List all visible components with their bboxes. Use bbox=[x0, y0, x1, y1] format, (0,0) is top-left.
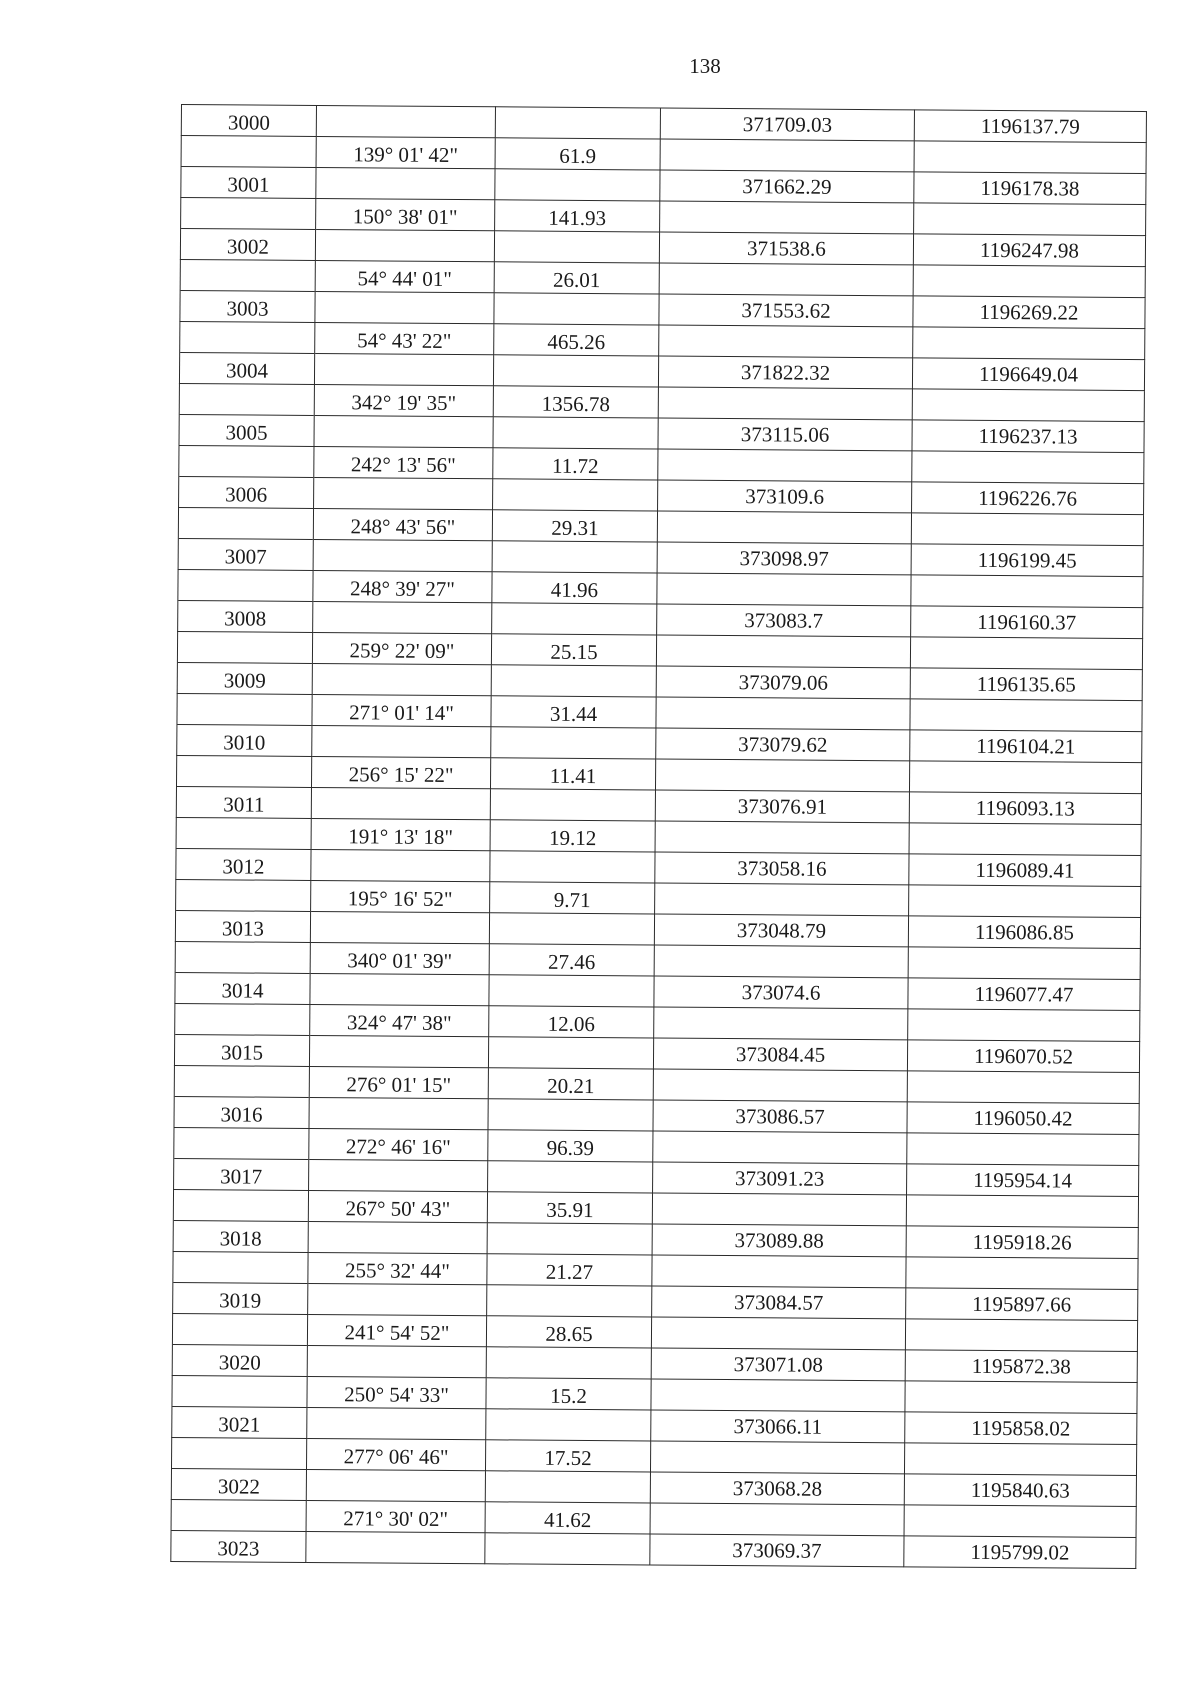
easting: 1196050.42 bbox=[907, 1102, 1139, 1135]
northing-cell-empty bbox=[656, 635, 910, 668]
easting: 1195897.66 bbox=[906, 1288, 1138, 1321]
point-number: 3015 bbox=[174, 1034, 309, 1066]
bearing: 340° 01' 39" bbox=[310, 942, 489, 974]
easting: 1195872.38 bbox=[905, 1350, 1137, 1383]
easting-cell-empty bbox=[907, 1133, 1139, 1166]
northing: 373069.37 bbox=[650, 1534, 904, 1567]
easting-cell-empty bbox=[905, 1381, 1137, 1414]
bearing: 248° 43' 56" bbox=[313, 508, 492, 540]
easting: 1196070.52 bbox=[907, 1040, 1139, 1073]
distance-cell-empty bbox=[488, 1099, 653, 1131]
distance: 27.46 bbox=[489, 944, 654, 976]
point-number: 3022 bbox=[171, 1468, 306, 1500]
point-cell-empty bbox=[180, 259, 315, 291]
bearing: 324° 47' 38" bbox=[310, 1004, 489, 1036]
bearing-cell-empty bbox=[311, 849, 490, 881]
point-cell-empty bbox=[177, 693, 312, 725]
bearing-cell-empty bbox=[308, 1221, 487, 1253]
point-number: 3004 bbox=[179, 352, 314, 384]
easting-cell-empty bbox=[914, 141, 1146, 174]
bearing-cell-empty bbox=[306, 1469, 485, 1501]
distance: 12.06 bbox=[489, 1006, 654, 1038]
distance-cell-empty bbox=[490, 851, 655, 883]
easting-cell-empty bbox=[910, 637, 1142, 670]
bearing: 139° 01' 42" bbox=[316, 136, 495, 168]
northing: 373058.16 bbox=[655, 852, 909, 885]
northing: 373071.08 bbox=[651, 1348, 905, 1381]
distance: 1356.78 bbox=[493, 386, 658, 418]
point-cell-empty bbox=[180, 321, 315, 353]
easting: 1195858.02 bbox=[905, 1412, 1137, 1445]
bearing: 150° 38' 01" bbox=[316, 198, 495, 230]
distance-cell-empty bbox=[494, 231, 659, 263]
point-number: 3000 bbox=[181, 105, 316, 137]
northing-cell-empty bbox=[654, 1007, 908, 1040]
easting-cell-empty bbox=[912, 451, 1144, 484]
point-cell-empty bbox=[181, 198, 316, 230]
distance-cell-empty bbox=[495, 107, 660, 139]
point-number: 3001 bbox=[181, 167, 316, 199]
bearing: 271° 30' 02" bbox=[306, 1500, 485, 1532]
distance-cell-empty bbox=[493, 355, 658, 387]
easting-cell-empty bbox=[904, 1443, 1136, 1476]
point-number: 3005 bbox=[179, 414, 314, 446]
distance-cell-empty bbox=[488, 1037, 653, 1069]
point-cell-empty bbox=[178, 569, 313, 601]
easting: 1196137.79 bbox=[914, 110, 1146, 143]
northing: 371553.62 bbox=[659, 294, 913, 327]
northing-cell-empty bbox=[651, 1317, 905, 1350]
distance-cell-empty bbox=[487, 1223, 652, 1255]
bearing: 255° 32' 44" bbox=[308, 1252, 487, 1284]
distance: 29.31 bbox=[492, 510, 657, 542]
northing: 373074.6 bbox=[654, 976, 908, 1009]
easting: 1196104.21 bbox=[910, 730, 1142, 763]
distance-cell-empty bbox=[493, 417, 658, 449]
bearing-cell-empty bbox=[315, 291, 494, 323]
bearing-cell-empty bbox=[307, 1345, 486, 1377]
bearing-cell-empty bbox=[314, 415, 493, 447]
distance: 9.71 bbox=[490, 882, 655, 914]
northing: 371662.29 bbox=[660, 170, 914, 203]
bearing: 276° 01' 15" bbox=[309, 1066, 488, 1098]
distance: 19.12 bbox=[490, 820, 655, 852]
northing: 373098.97 bbox=[657, 542, 911, 575]
bearing-cell-empty bbox=[309, 1035, 488, 1067]
easting: 1195840.63 bbox=[904, 1474, 1136, 1507]
distance: 465.26 bbox=[494, 324, 659, 356]
easting-cell-empty bbox=[908, 947, 1140, 980]
bearing: 277° 06' 46" bbox=[306, 1438, 485, 1470]
bearing: 256° 15' 22" bbox=[311, 756, 490, 788]
northing: 373084.45 bbox=[653, 1038, 907, 1071]
distance-cell-empty bbox=[492, 541, 657, 573]
easting: 1196086.85 bbox=[908, 916, 1140, 949]
distance-cell-empty bbox=[492, 603, 657, 635]
point-number: 3013 bbox=[175, 910, 310, 942]
northing-cell-empty bbox=[651, 1379, 905, 1412]
point-number: 3010 bbox=[177, 724, 312, 756]
distance-cell-empty bbox=[488, 1161, 653, 1193]
northing-cell-empty bbox=[655, 759, 909, 792]
distance: 17.52 bbox=[485, 1440, 650, 1472]
bearing-cell-empty bbox=[316, 167, 495, 199]
bearing-cell-empty bbox=[310, 973, 489, 1005]
distance: 41.96 bbox=[492, 572, 657, 604]
northing: 373079.06 bbox=[656, 666, 910, 699]
distance-cell-empty bbox=[490, 789, 655, 821]
point-cell-empty bbox=[174, 1065, 309, 1097]
bearing: 242° 13' 56" bbox=[314, 446, 493, 478]
bearing: 272° 46' 16" bbox=[309, 1128, 488, 1160]
easting: 1196077.47 bbox=[908, 978, 1140, 1011]
distance-cell-empty bbox=[489, 975, 654, 1007]
point-number: 3006 bbox=[179, 476, 314, 508]
northing-cell-empty bbox=[650, 1441, 904, 1474]
distance: 25.15 bbox=[491, 634, 656, 666]
northing: 373076.91 bbox=[655, 790, 909, 823]
point-number: 3020 bbox=[172, 1344, 307, 1376]
northing: 373086.57 bbox=[653, 1100, 907, 1133]
page-number: 138 bbox=[689, 54, 721, 78]
easting: 1195954.14 bbox=[907, 1164, 1139, 1197]
point-number: 3017 bbox=[174, 1158, 309, 1190]
point-number: 3014 bbox=[175, 972, 310, 1004]
point-number: 3019 bbox=[173, 1282, 308, 1314]
easting-cell-empty bbox=[906, 1195, 1138, 1228]
easting-cell-empty bbox=[912, 389, 1144, 422]
distance-cell-empty bbox=[486, 1347, 651, 1379]
distance-cell-empty bbox=[491, 727, 656, 759]
northing-cell-empty bbox=[652, 1193, 906, 1226]
point-number: 3003 bbox=[180, 290, 315, 322]
point-cell-empty bbox=[172, 1313, 307, 1345]
distance: 96.39 bbox=[488, 1130, 653, 1162]
point-cell-empty bbox=[176, 755, 311, 787]
northing-cell-empty bbox=[659, 263, 913, 296]
easting: 1196269.22 bbox=[913, 296, 1145, 329]
distance-cell-empty bbox=[485, 1533, 650, 1565]
distance: 11.72 bbox=[493, 448, 658, 480]
easting: 1196247.98 bbox=[913, 234, 1145, 267]
point-cell-empty bbox=[173, 1251, 308, 1283]
point-cell-empty bbox=[175, 1003, 310, 1035]
easting: 1196089.41 bbox=[909, 854, 1141, 887]
distance: 28.65 bbox=[486, 1316, 651, 1348]
easting-cell-empty bbox=[914, 203, 1146, 236]
point-cell-empty bbox=[175, 941, 310, 973]
northing-cell-empty bbox=[655, 821, 909, 854]
northing: 371709.03 bbox=[660, 108, 914, 141]
northing: 373109.6 bbox=[658, 480, 912, 513]
point-cell-empty bbox=[172, 1375, 307, 1407]
easting-cell-empty bbox=[909, 761, 1141, 794]
easting-cell-empty bbox=[908, 1009, 1140, 1042]
northing-cell-empty bbox=[660, 139, 914, 172]
bearing-cell-empty bbox=[313, 601, 492, 633]
northing-cell-empty bbox=[659, 325, 913, 358]
bearing: 54° 43' 22" bbox=[315, 322, 494, 354]
distance: 141.93 bbox=[495, 200, 660, 232]
northing-cell-empty bbox=[656, 697, 910, 730]
easting: 1196135.65 bbox=[910, 668, 1142, 701]
bearing: 195° 16' 52" bbox=[311, 880, 490, 912]
point-number: 3018 bbox=[173, 1220, 308, 1252]
easting: 1196199.45 bbox=[911, 544, 1143, 577]
point-cell-empty bbox=[178, 507, 313, 539]
point-cell-empty bbox=[171, 1437, 306, 1469]
easting-cell-empty bbox=[911, 575, 1143, 608]
bearing: 54° 44' 01" bbox=[315, 260, 494, 292]
point-number: 3012 bbox=[176, 848, 311, 880]
bearing-cell-empty bbox=[316, 105, 495, 137]
bearing-cell-empty bbox=[311, 787, 490, 819]
bearing-cell-empty bbox=[312, 663, 491, 695]
easting-cell-empty bbox=[904, 1505, 1136, 1538]
northing: 371538.6 bbox=[659, 232, 913, 265]
easting-cell-empty bbox=[906, 1257, 1138, 1290]
northing: 373066.11 bbox=[651, 1410, 905, 1443]
northing-cell-empty bbox=[660, 201, 914, 234]
distance: 21.27 bbox=[487, 1254, 652, 1286]
northing: 373091.23 bbox=[653, 1162, 907, 1195]
bearing: 342° 19' 35" bbox=[314, 384, 493, 416]
northing-cell-empty bbox=[658, 387, 912, 420]
easting: 1195918.26 bbox=[906, 1226, 1138, 1259]
bearing: 248° 39' 27" bbox=[313, 570, 492, 602]
bearing-cell-empty bbox=[310, 911, 489, 943]
distance-cell-empty bbox=[487, 1285, 652, 1317]
point-number: 3007 bbox=[178, 538, 313, 570]
northing-cell-empty bbox=[654, 945, 908, 978]
northing: 373083.7 bbox=[657, 604, 911, 637]
northing-cell-empty bbox=[657, 573, 911, 606]
point-cell-empty bbox=[176, 879, 311, 911]
point-cell-empty bbox=[171, 1499, 306, 1531]
northing: 373079.62 bbox=[656, 728, 910, 761]
distance: 41.62 bbox=[485, 1502, 650, 1534]
easting: 1195799.02 bbox=[904, 1536, 1136, 1569]
bearing: 191° 13' 18" bbox=[311, 818, 490, 850]
easting-cell-empty bbox=[907, 1071, 1139, 1104]
point-number: 3008 bbox=[178, 600, 313, 632]
distance-cell-empty bbox=[489, 913, 654, 945]
bearing-cell-empty bbox=[307, 1407, 486, 1439]
point-cell-empty bbox=[179, 383, 314, 415]
point-cell-empty bbox=[173, 1189, 308, 1221]
easting-cell-empty bbox=[910, 699, 1142, 732]
northing-cell-empty bbox=[655, 883, 909, 916]
bearing: 241° 54' 52" bbox=[307, 1314, 486, 1346]
bearing-cell-empty bbox=[306, 1531, 485, 1563]
point-number: 3023 bbox=[171, 1530, 306, 1562]
distance: 15.2 bbox=[486, 1378, 651, 1410]
point-cell-empty bbox=[174, 1127, 309, 1159]
distance: 61.9 bbox=[495, 138, 660, 170]
distance-cell-empty bbox=[495, 169, 660, 201]
bearing: 267° 50' 43" bbox=[308, 1190, 487, 1222]
distance-cell-empty bbox=[485, 1471, 650, 1503]
distance-cell-empty bbox=[486, 1409, 651, 1441]
point-number: 3002 bbox=[180, 229, 315, 261]
survey-table-body bbox=[171, 105, 1147, 1569]
distance: 11.41 bbox=[490, 758, 655, 790]
easting: 1196237.13 bbox=[912, 420, 1144, 453]
northing-cell-empty bbox=[653, 1069, 907, 1102]
northing: 373089.88 bbox=[652, 1224, 906, 1257]
survey-table bbox=[170, 104, 1147, 1569]
bearing: 271° 01' 14" bbox=[312, 694, 491, 726]
northing-cell-empty bbox=[658, 449, 912, 482]
easting: 1196649.04 bbox=[912, 358, 1144, 391]
bearing-cell-empty bbox=[312, 725, 491, 757]
distance-cell-empty bbox=[494, 293, 659, 325]
easting: 1196226.76 bbox=[912, 482, 1144, 515]
bearing: 250° 54' 33" bbox=[307, 1376, 486, 1408]
point-number: 3009 bbox=[177, 662, 312, 694]
bearing-cell-empty bbox=[314, 477, 493, 509]
point-cell-empty bbox=[179, 445, 314, 477]
point-number: 3021 bbox=[172, 1406, 307, 1438]
bearing-cell-empty bbox=[313, 539, 492, 571]
point-number: 3016 bbox=[174, 1096, 309, 1128]
northing: 373068.28 bbox=[650, 1472, 904, 1505]
bearing-cell-empty bbox=[308, 1283, 487, 1315]
distance: 20.21 bbox=[488, 1068, 653, 1100]
point-cell-empty bbox=[176, 817, 311, 849]
point-row bbox=[171, 1530, 1136, 1568]
distance: 31.44 bbox=[491, 696, 656, 728]
bearing-cell-empty bbox=[314, 353, 493, 385]
northing-cell-empty bbox=[657, 511, 911, 544]
easting: 1196160.37 bbox=[911, 606, 1143, 639]
distance-cell-empty bbox=[493, 479, 658, 511]
bearing: 259° 22' 09" bbox=[312, 632, 491, 664]
northing: 373084.57 bbox=[652, 1286, 906, 1319]
point-number: 3011 bbox=[176, 786, 311, 818]
easting: 1196093.13 bbox=[909, 792, 1141, 825]
northing: 373115.06 bbox=[658, 418, 912, 451]
bearing-cell-empty bbox=[315, 229, 494, 261]
northing: 371822.32 bbox=[658, 356, 912, 389]
easting-cell-empty bbox=[909, 885, 1141, 918]
easting: 1196178.38 bbox=[914, 172, 1146, 205]
easting-cell-empty bbox=[913, 327, 1145, 360]
northing-cell-empty bbox=[653, 1131, 907, 1164]
distance: 35.91 bbox=[487, 1192, 652, 1224]
easting-cell-empty bbox=[911, 513, 1143, 546]
northing-cell-empty bbox=[652, 1255, 906, 1288]
point-cell-empty bbox=[177, 631, 312, 663]
easting-cell-empty bbox=[905, 1319, 1137, 1352]
easting-cell-empty bbox=[909, 823, 1141, 856]
bearing-cell-empty bbox=[309, 1097, 488, 1129]
distance: 26.01 bbox=[494, 262, 659, 294]
northing: 373048.79 bbox=[654, 914, 908, 947]
easting-cell-empty bbox=[913, 265, 1145, 298]
point-cell-empty bbox=[181, 136, 316, 168]
distance-cell-empty bbox=[491, 665, 656, 697]
northing-cell-empty bbox=[650, 1503, 904, 1536]
bearing-cell-empty bbox=[309, 1159, 488, 1191]
